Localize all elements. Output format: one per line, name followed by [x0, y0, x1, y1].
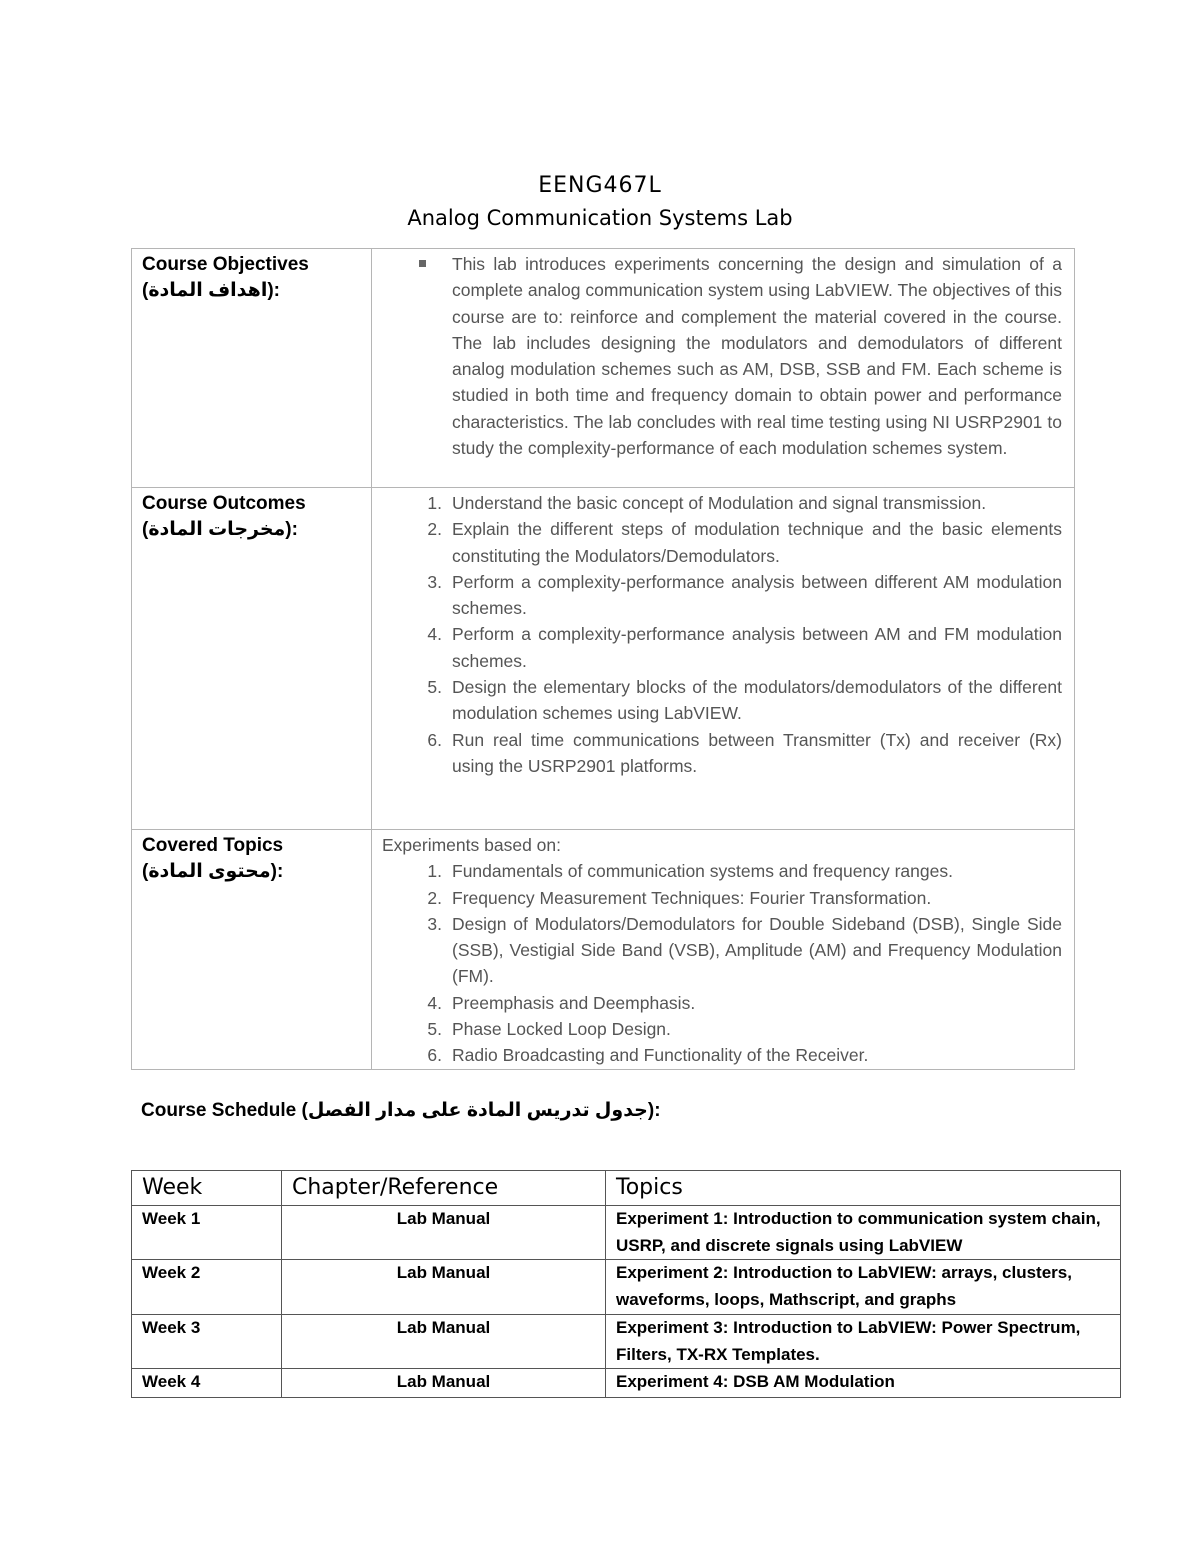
list-item [382, 885, 1062, 911]
item-text: Fundamentals of communication systems and frequency ranges. [452, 861, 953, 882]
item-number: 4. [427, 992, 442, 1013]
item-number: 4. [427, 624, 442, 645]
objectives-label-cell [132, 249, 372, 488]
table-row [132, 1369, 1121, 1398]
list-item [382, 1016, 1062, 1042]
week-cell: Week 4 [132, 1369, 282, 1398]
item-text: Explain the different steps of modulation technique and the basic elements constituting the Modulators/Demodulators. [452, 519, 1062, 566]
topic-cell: Experiment 2: Introduction to LabVIEW: arrays, clusters, waveforms, loops, Mathscript, and graphs [606, 1260, 1121, 1314]
item-text: Design the elementary blocks of the modulators/demodulators of the different modulation schemes using LabVIEW. [452, 677, 1062, 724]
topics-label-cell [132, 830, 372, 1070]
table-row [132, 1314, 1121, 1368]
item-number: 1. [427, 493, 442, 513]
outcomes-label: Course Outcomes [142, 493, 306, 514]
table-row [132, 1206, 1121, 1260]
outcomes-content-cell [372, 488, 1075, 830]
topic-cell: Experiment 1: Introduction to communication system chain, USRP, and discrete signals using LabVIEW [606, 1206, 1121, 1260]
item-text: Design of Modulators/Demodulators for Double Sideband (DSB), Single Side (SSB), Vestigial Side Band (VSB), Amplitude (AM) and Frequency Modulation (FM). [452, 913, 1062, 987]
objectives-list [382, 251, 1062, 461]
item-number: 2. [427, 519, 442, 540]
item-text: Perform a complexity-performance analysis between AM and FM modulation schemes. [452, 624, 1062, 671]
item-number: 3. [427, 913, 442, 934]
square-bullet-icon [382, 251, 452, 461]
week-cell: Week 2 [132, 1260, 282, 1314]
header-reference: Chapter/Reference [282, 1171, 606, 1206]
list-item [382, 1042, 1062, 1068]
outcomes-list [382, 490, 1062, 779]
schedule-table [131, 1170, 1121, 1398]
topics-intro: Experiments based on: [382, 835, 561, 855]
topics-content-cell [372, 830, 1075, 1070]
item-text: Perform a complexity-performance analysis between different AM modulation schemes. [452, 571, 1062, 619]
course-info-table [131, 248, 1075, 1070]
week-cell: Week 1 [132, 1206, 282, 1260]
item-number: 5. [427, 1019, 442, 1040]
item-number: 6. [427, 1045, 442, 1066]
objectives-label: Course Objectives [142, 254, 309, 275]
item-number: 5. [427, 677, 442, 698]
item-text: Run real time communications between Transmitter (Tx) and receiver (Rx) using the USRP2901 platforms. [452, 729, 1062, 776]
schedule-header-row [132, 1171, 1121, 1206]
topics-label: Covered Topics [142, 835, 284, 856]
list-item [382, 621, 1062, 674]
course-name: Analog Communication Systems Lab [407, 206, 793, 230]
list-item [382, 516, 1062, 569]
list-item [382, 911, 1062, 990]
list-item [382, 990, 1062, 1016]
reference-cell: Lab Manual [282, 1206, 606, 1260]
topic-cell: Experiment 4: DSB AM Modulation [606, 1369, 1121, 1398]
topics-label-arabic: (محتوى المادة): [142, 861, 284, 882]
table-row [132, 1260, 1121, 1314]
item-text: Radio Broadcasting and Functionality of the Receiver. [452, 1045, 869, 1066]
reference-cell: Lab Manual [282, 1369, 606, 1398]
list-item [382, 490, 1062, 516]
reference-cell: Lab Manual [282, 1260, 606, 1314]
topics-row [132, 830, 1075, 1070]
objective-text: This lab introduces experiments concerning the design and simulation of a complete analog communication system using LabVIEW. The objectives of this course are to: reinforce and complement the material covered in the course. The lab includes designing the modulators and demodulators of different analog modulation schemes such as AM, DSB, SSB and FM. Each scheme is studied in both time and frequency domain to obtain power and performance characteristics. The lab concludes with real time testing using NI USRP2901 to study the complexity-performance of each modulation schemes system. [452, 254, 1062, 459]
topic-cell: Experiment 3: Introduction to LabVIEW: Power Spectrum, Filters, TX-RX Templates. [606, 1314, 1121, 1368]
item-number: 2. [427, 887, 442, 908]
item-text: Understand the basic concept of Modulation and signal transmission. [452, 493, 987, 513]
list-item [382, 569, 1062, 622]
outcomes-label-cell [132, 488, 372, 830]
item-number: 3. [427, 571, 442, 592]
list-item [382, 674, 1062, 727]
header-week: Week [132, 1171, 282, 1206]
item-text: Phase Locked Loop Design. [452, 1019, 671, 1040]
list-item [382, 251, 1062, 461]
schedule-title: Course Schedule (جدول تدريس المادة على مدار الفصل): [141, 1100, 661, 1121]
item-number: 6. [427, 729, 442, 750]
course-code: EENG467L [538, 173, 662, 198]
header-topics: Topics [606, 1171, 1121, 1206]
week-cell: Week 3 [132, 1314, 282, 1368]
objectives-row [132, 249, 1075, 488]
outcomes-label-arabic: (مخرجات المادة): [142, 519, 298, 540]
title-block [0, 170, 1200, 234]
objectives-label-arabic: (اهداف المادة): [142, 280, 280, 301]
item-text: Frequency Measurement Techniques: Fourier Transformation. [452, 887, 932, 908]
reference-cell: Lab Manual [282, 1314, 606, 1368]
item-text: Preemphasis and Deemphasis. [452, 992, 696, 1013]
objectives-content-cell [372, 249, 1075, 488]
list-item [382, 858, 1062, 884]
list-item [382, 727, 1062, 780]
item-number: 1. [427, 861, 442, 882]
outcomes-row [132, 488, 1075, 830]
topics-list [382, 858, 1062, 1068]
